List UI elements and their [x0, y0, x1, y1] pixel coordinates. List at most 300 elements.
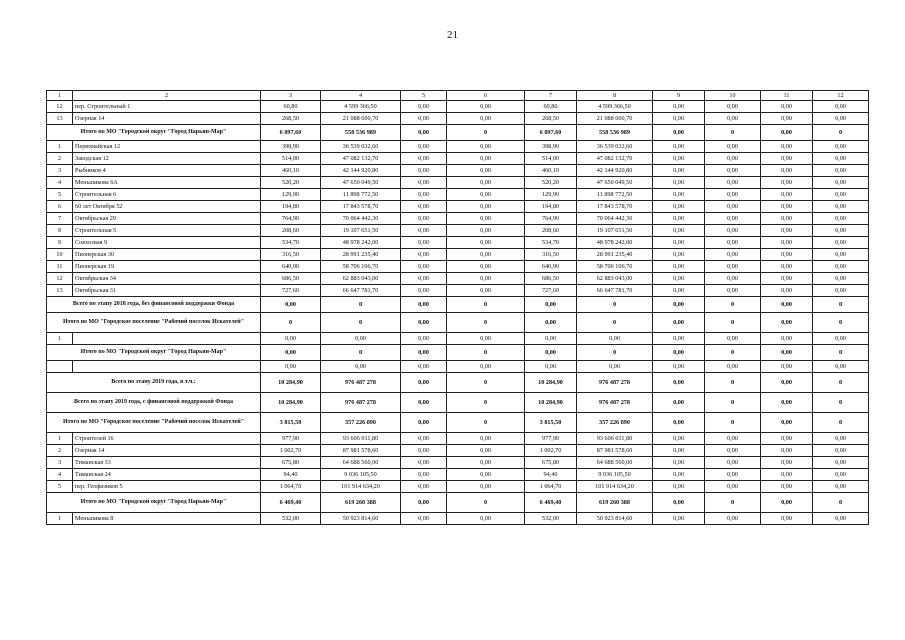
- table-row: [47, 153, 869, 165]
- table-cell: 0,00: [401, 445, 447, 457]
- table-cell: 60,80: [525, 101, 577, 113]
- table-cell: 0,00: [761, 345, 813, 361]
- table-cell: 0,00: [653, 225, 705, 237]
- table-cell: 0,00: [705, 333, 761, 345]
- table-cell: 62 883 043,00: [577, 273, 653, 285]
- table-cell: 619 260 388: [577, 493, 653, 513]
- table-cell: 11: [47, 261, 73, 273]
- column-number: 1: [47, 91, 73, 101]
- table-cell: 0,00: [653, 261, 705, 273]
- table-cell: 0,00: [813, 113, 869, 125]
- table-cell: 70 064 442,30: [321, 213, 401, 225]
- table-cell: 0,00: [761, 457, 813, 469]
- table-cell: Строительная 6: [73, 189, 261, 201]
- table-cell: 0,00: [447, 201, 525, 213]
- table-row: [47, 113, 869, 125]
- table-cell: 640,90: [261, 261, 321, 273]
- table-cell: 0,00: [525, 313, 577, 333]
- table-cell: 0: [813, 345, 869, 361]
- table-cell: 0,00: [761, 201, 813, 213]
- total-row: [47, 345, 869, 361]
- table-cell: 0,00: [761, 313, 813, 333]
- table-cell: 0,00: [401, 393, 447, 413]
- table-cell: 0,00: [761, 101, 813, 113]
- table-cell: 0: [813, 125, 869, 141]
- table-cell: 48 978 242,00: [577, 237, 653, 249]
- table-cell: 6 097,60: [525, 125, 577, 141]
- table-cell: 1: [47, 141, 73, 153]
- column-number: 2: [73, 91, 261, 101]
- table-cell: 357 226 890: [321, 413, 401, 433]
- table-cell: [47, 361, 73, 373]
- table-cell: 0,00: [761, 225, 813, 237]
- table-row: [47, 213, 869, 225]
- table-cell: 0,00: [761, 189, 813, 201]
- table-cell: 976 487 278: [321, 393, 401, 413]
- table-cell: 0,00: [447, 285, 525, 297]
- table-cell: 208,60: [525, 225, 577, 237]
- table-cell: 0,00: [447, 177, 525, 189]
- table-cell: 0,00: [321, 361, 401, 373]
- table-cell: 0,00: [447, 249, 525, 261]
- column-number: 6: [447, 91, 525, 101]
- table-cell: 0,00: [447, 101, 525, 113]
- table-cell: 0,00: [705, 113, 761, 125]
- table-cell: 0,00: [525, 297, 577, 313]
- table-cell: 640,90: [525, 261, 577, 273]
- table-cell: 0: [813, 393, 869, 413]
- table-cell: 0,00: [705, 457, 761, 469]
- total-label: Всего по этапу 2018 года, без финансовой поддержки Фонда: [47, 297, 261, 313]
- total-label: Всего по этапу 2019 года, с финансовой поддержкой Фонда: [47, 393, 261, 413]
- table-row: [47, 273, 869, 285]
- table-cell: Строительная 5: [73, 225, 261, 237]
- table-cell: 0,00: [401, 373, 447, 393]
- total-label: Итого по МО "Городской округ "Город Нарьян-Мар": [47, 345, 261, 361]
- table-cell: 0,00: [653, 313, 705, 333]
- table-cell: 129,90: [525, 189, 577, 201]
- table-cell: 727,60: [261, 285, 321, 297]
- table-cell: 0,00: [577, 361, 653, 373]
- table-cell: 0,00: [813, 273, 869, 285]
- table-cell: 0,00: [401, 213, 447, 225]
- table-cell: 0,00: [653, 237, 705, 249]
- table-cell: 12: [47, 101, 73, 113]
- table-cell: 0,00: [705, 513, 761, 525]
- table-cell: 6 097,60: [261, 125, 321, 141]
- table-cell: 0,00: [401, 481, 447, 493]
- table-cell: 0,00: [653, 445, 705, 457]
- table-cell: 0,00: [653, 333, 705, 345]
- table-cell: 9 036 105,50: [577, 469, 653, 481]
- table-cell: 0,00: [653, 165, 705, 177]
- table-row: [47, 249, 869, 261]
- table-cell: 0,00: [761, 373, 813, 393]
- table-cell: 0: [813, 297, 869, 313]
- table-cell: 0,00: [525, 333, 577, 345]
- table-cell: Пионерская 19: [73, 261, 261, 273]
- table-cell: 0,00: [705, 177, 761, 189]
- table-cell: 0,00: [261, 333, 321, 345]
- table-cell: 0,00: [761, 249, 813, 261]
- table-cell: 0: [447, 297, 525, 313]
- table-cell: 0,00: [813, 237, 869, 249]
- table-cell: 10 284,90: [261, 373, 321, 393]
- table-cell: 268,50: [261, 113, 321, 125]
- table-cell: 0,00: [401, 285, 447, 297]
- table-cell: 976 487 278: [577, 393, 653, 413]
- table-cell: 0: [813, 313, 869, 333]
- table-row: [47, 189, 869, 201]
- table-cell: 0,00: [705, 201, 761, 213]
- table-cell: 0,00: [401, 237, 447, 249]
- table-cell: 0,00: [705, 237, 761, 249]
- table-cell: 0: [321, 297, 401, 313]
- table-row: [47, 469, 869, 481]
- table-cell: 0,00: [447, 153, 525, 165]
- table-cell: 11 898 772,50: [321, 189, 401, 201]
- table-cell: 0: [813, 493, 869, 513]
- table-cell: Тиманская 24: [73, 469, 261, 481]
- table-cell: 0,00: [761, 237, 813, 249]
- table-cell: 976 487 278: [577, 373, 653, 393]
- table-cell: 62 883 043,00: [321, 273, 401, 285]
- table-cell: 0,00: [447, 469, 525, 481]
- table-cell: 0,00: [761, 481, 813, 493]
- table-cell: 0: [447, 345, 525, 361]
- table-cell: 4: [47, 177, 73, 189]
- table-cell: 0,00: [705, 141, 761, 153]
- table-cell: 0,00: [761, 493, 813, 513]
- table-cell: 357 226 890: [577, 413, 653, 433]
- table-cell: 0,00: [761, 153, 813, 165]
- table-cell: 60,80: [261, 101, 321, 113]
- table-cell: 1: [47, 433, 73, 445]
- total-label: Итого по МО "Городской округ "Город Нарьян-Мар": [47, 125, 261, 141]
- table-cell: 4: [47, 469, 73, 481]
- table-cell: 0,00: [705, 225, 761, 237]
- table-cell: 0,00: [653, 457, 705, 469]
- column-number: 12: [813, 91, 869, 101]
- table-cell: 0,00: [761, 177, 813, 189]
- table-row: [47, 457, 869, 469]
- table-cell: 0,00: [813, 201, 869, 213]
- total-row: [47, 373, 869, 393]
- table-cell: 0,00: [813, 153, 869, 165]
- table-cell: 534,70: [525, 237, 577, 249]
- table-body: [47, 91, 869, 525]
- table-row: [47, 285, 869, 297]
- table-cell: 194,80: [525, 201, 577, 213]
- table-cell: 0,00: [761, 513, 813, 525]
- table-cell: 0,00: [653, 469, 705, 481]
- table-cell: 47 082 132,70: [321, 153, 401, 165]
- table-cell: 0,00: [401, 177, 447, 189]
- table-cell: 6 469,40: [525, 493, 577, 513]
- table-cell: 0,00: [447, 273, 525, 285]
- table-cell: 0: [447, 413, 525, 433]
- table-cell: 66 647 781,70: [577, 285, 653, 297]
- table-row: [47, 261, 869, 273]
- table-cell: 0,00: [401, 273, 447, 285]
- table-row: [47, 481, 869, 493]
- table-cell: 10: [47, 249, 73, 261]
- table-cell: 316,50: [261, 249, 321, 261]
- table-cell: 94,40: [261, 469, 321, 481]
- table-cell: 2: [47, 445, 73, 457]
- table-cell: 0,00: [813, 261, 869, 273]
- table-cell: 976 487 278: [321, 373, 401, 393]
- table-cell: 0,00: [401, 113, 447, 125]
- table-cell: 0,00: [653, 297, 705, 313]
- table-cell: 19 107 651,50: [321, 225, 401, 237]
- table-cell: 13: [47, 113, 73, 125]
- table-cell: 0,00: [761, 113, 813, 125]
- table-cell: 0: [705, 125, 761, 141]
- table-cell: 0,00: [653, 101, 705, 113]
- table-cell: 0,00: [401, 493, 447, 513]
- table-cell: 727,60: [525, 285, 577, 297]
- table-cell: 0,00: [447, 225, 525, 237]
- table-cell: 0: [705, 313, 761, 333]
- table-cell: Первомайская 12: [73, 141, 261, 153]
- table-cell: 0,00: [401, 249, 447, 261]
- table-cell: Тиманская 33: [73, 457, 261, 469]
- table-cell: 1 064,70: [261, 481, 321, 493]
- table-cell: 6 469,40: [261, 493, 321, 513]
- table-cell: 0,00: [261, 297, 321, 313]
- column-number: 8: [577, 91, 653, 101]
- table-cell: 21 088 600,70: [321, 113, 401, 125]
- table-cell: 0,00: [761, 445, 813, 457]
- table-cell: 3: [47, 165, 73, 177]
- table-cell: 0,00: [761, 213, 813, 225]
- table-cell: 0,00: [401, 313, 447, 333]
- table-cell: 0,00: [761, 125, 813, 141]
- table-cell: 532,00: [261, 513, 321, 525]
- table-cell: 0,00: [447, 141, 525, 153]
- table-cell: 0: [705, 413, 761, 433]
- table-cell: Пионерская 30: [73, 249, 261, 261]
- table-cell: 0,00: [705, 249, 761, 261]
- table-cell: 0,00: [401, 153, 447, 165]
- table-cell: 42 144 920,80: [577, 165, 653, 177]
- table-row: [47, 333, 869, 345]
- table-cell: 0,00: [447, 513, 525, 525]
- table-cell: 1: [47, 333, 73, 345]
- table-cell: 0,00: [813, 457, 869, 469]
- table-cell: 0,00: [653, 285, 705, 297]
- table-cell: 0,00: [401, 333, 447, 345]
- table-cell: 558 536 989: [577, 125, 653, 141]
- table-cell: 0,00: [401, 125, 447, 141]
- table-cell: 0,00: [401, 141, 447, 153]
- table-cell: 0,00: [447, 445, 525, 457]
- table-cell: 460,10: [525, 165, 577, 177]
- table-cell: 514,00: [261, 153, 321, 165]
- table-cell: 0,00: [813, 177, 869, 189]
- table-cell: 0,00: [653, 273, 705, 285]
- table-cell: 0: [705, 345, 761, 361]
- table-cell: 558 536 989: [321, 125, 401, 141]
- table-cell: 0,00: [447, 457, 525, 469]
- total-label: Итого по МО "Городское поселение "Рабочий поселок Искателей": [47, 313, 261, 333]
- table-cell: 0,00: [447, 433, 525, 445]
- table-cell: 9: [47, 237, 73, 249]
- table-cell: 619 260 388: [321, 493, 401, 513]
- table-cell: 764,90: [261, 213, 321, 225]
- table-row: [47, 513, 869, 525]
- total-label: Итого по МО "Городской округ "Город Нарьян-Мар": [47, 493, 261, 513]
- table-row: [47, 177, 869, 189]
- table-cell: 0,00: [401, 189, 447, 201]
- table-cell: 129,90: [261, 189, 321, 201]
- column-number: 5: [401, 91, 447, 101]
- table-cell: 0,00: [401, 201, 447, 213]
- table-cell: 0,00: [577, 333, 653, 345]
- table-cell: 0,00: [653, 481, 705, 493]
- table-cell: 398,90: [261, 141, 321, 153]
- table-cell: 0: [447, 373, 525, 393]
- table-cell: 12: [47, 273, 73, 285]
- table-cell: 0: [705, 297, 761, 313]
- table-cell: 0,00: [401, 433, 447, 445]
- table-cell: 0,00: [813, 361, 869, 373]
- total-row: [47, 493, 869, 513]
- table-cell: 0,00: [653, 361, 705, 373]
- table-cell: 0,00: [447, 237, 525, 249]
- table-cell: 5: [47, 189, 73, 201]
- table-cell: 87 981 578,60: [577, 445, 653, 457]
- table-cell: 64 688 560,00: [577, 457, 653, 469]
- table-row: [47, 101, 869, 113]
- table-cell: Совхозная 9: [73, 237, 261, 249]
- table-row: [47, 165, 869, 177]
- table-cell: 0,00: [813, 101, 869, 113]
- table-cell: 0,00: [653, 141, 705, 153]
- table-cell: 0,00: [705, 189, 761, 201]
- table-cell: [73, 361, 261, 373]
- table-cell: 0,00: [653, 189, 705, 201]
- table-cell: 0,00: [705, 481, 761, 493]
- table-cell: 101 914 634,20: [577, 481, 653, 493]
- table-cell: 0,00: [705, 361, 761, 373]
- table-cell: 0,00: [447, 333, 525, 345]
- table-cell: пер. Геофизиков 5: [73, 481, 261, 493]
- table-cell: 0,00: [653, 393, 705, 413]
- table-cell: 0,00: [653, 433, 705, 445]
- table-cell: 1 002,70: [525, 445, 577, 457]
- total-row: [47, 413, 869, 433]
- table-cell: 0,00: [813, 249, 869, 261]
- register-table: [46, 90, 869, 525]
- table-cell: 0,00: [653, 125, 705, 141]
- table-cell: 0,00: [705, 165, 761, 177]
- table-cell: 0,00: [653, 177, 705, 189]
- table-cell: 0,00: [813, 469, 869, 481]
- table-cell: 0,00: [761, 273, 813, 285]
- table-cell: 0: [577, 313, 653, 333]
- table-cell: 0,00: [401, 225, 447, 237]
- table-cell: 0: [447, 393, 525, 413]
- table-cell: 0,00: [705, 433, 761, 445]
- table-cell: 0,00: [761, 165, 813, 177]
- table-cell: 208,60: [261, 225, 321, 237]
- column-number: 4: [321, 91, 401, 101]
- table-cell: 0,00: [261, 345, 321, 361]
- table-cell: 0,00: [705, 101, 761, 113]
- table-cell: 10 284,90: [261, 393, 321, 413]
- table-cell: 3 815,50: [525, 413, 577, 433]
- table-cell: 21 088 600,70: [577, 113, 653, 125]
- table-cell: 0: [447, 493, 525, 513]
- table-cell: 60 лет Октября 52: [73, 201, 261, 213]
- table-cell: 460,10: [261, 165, 321, 177]
- table-cell: 0,00: [653, 153, 705, 165]
- table-cell: 58 706 106,70: [321, 261, 401, 273]
- table-cell: Меньшикова 6А: [73, 177, 261, 189]
- table-cell: Октябрьская 29: [73, 213, 261, 225]
- table-cell: 0,00: [653, 249, 705, 261]
- table-cell: 0,00: [447, 481, 525, 493]
- table-cell: 0,00: [813, 513, 869, 525]
- table-cell: 0,00: [401, 345, 447, 361]
- table-cell: 0,00: [401, 297, 447, 313]
- table-cell: 0,00: [447, 189, 525, 201]
- table-row: [47, 237, 869, 249]
- table-cell: 0,00: [761, 469, 813, 481]
- table-cell: 0,00: [761, 393, 813, 413]
- table-cell: Озерная 14: [73, 445, 261, 457]
- table-cell: 50 923 814,60: [321, 513, 401, 525]
- table-cell: 42 144 920,80: [321, 165, 401, 177]
- table-cell: 50 923 814,60: [577, 513, 653, 525]
- table-cell: 0: [705, 373, 761, 393]
- column-number: 11: [761, 91, 813, 101]
- table-cell: 0: [447, 125, 525, 141]
- table-cell: 0,00: [447, 213, 525, 225]
- table-cell: 0,00: [401, 469, 447, 481]
- table-cell: 4 599 366,50: [577, 101, 653, 113]
- table-cell: 3 815,50: [261, 413, 321, 433]
- table-cell: 64 688 560,00: [321, 457, 401, 469]
- table-cell: 0,00: [401, 513, 447, 525]
- table-cell: 28 991 235,40: [577, 249, 653, 261]
- table-cell: Октябрьская 31: [73, 285, 261, 297]
- table-cell: Рыбников 4: [73, 165, 261, 177]
- table-cell: 0,00: [705, 445, 761, 457]
- table-cell: 0,00: [813, 481, 869, 493]
- table-cell: 514,00: [525, 153, 577, 165]
- table-cell: 0,00: [813, 445, 869, 457]
- column-number-row: [47, 91, 869, 101]
- table-cell: 0,00: [813, 141, 869, 153]
- table-cell: 47 650 049,50: [321, 177, 401, 189]
- table-cell: 93 606 011,80: [321, 433, 401, 445]
- table-cell: 0,00: [813, 333, 869, 345]
- table-cell: 36 539 032,60: [321, 141, 401, 153]
- table-cell: 686,50: [525, 273, 577, 285]
- table-cell: 0,00: [705, 285, 761, 297]
- table-cell: 0: [447, 313, 525, 333]
- table-cell: 0,00: [705, 261, 761, 273]
- table-cell: 0,00: [813, 285, 869, 297]
- table-cell: 675,80: [525, 457, 577, 469]
- table-cell: 977,90: [261, 433, 321, 445]
- table-cell: 1 064,70: [525, 481, 577, 493]
- table-cell: 0,00: [525, 361, 577, 373]
- table-cell: 11 898 772,50: [577, 189, 653, 201]
